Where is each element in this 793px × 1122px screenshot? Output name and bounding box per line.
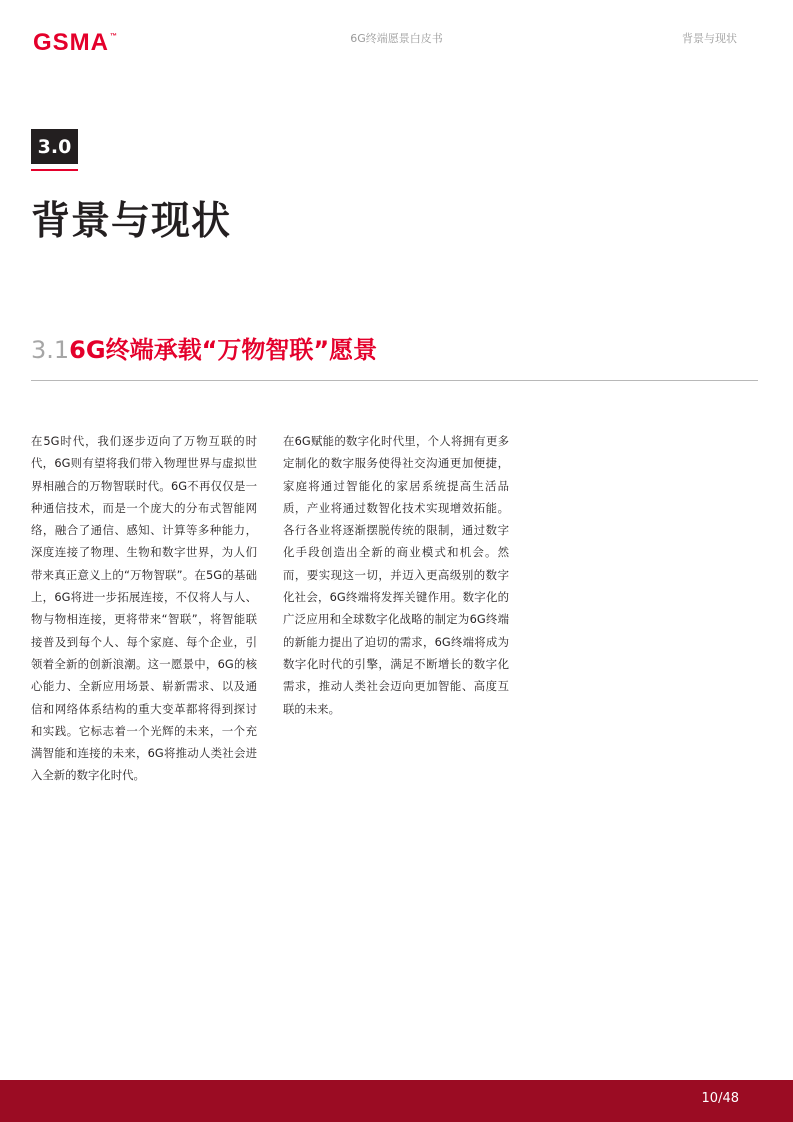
trademark-mark: ™ — [110, 33, 118, 40]
section-title: 6G终端承载“万物智联”愿景 — [69, 336, 378, 364]
body-column-left: 在5G时代，我们逐步迈向了万物互联的时代，6G则有望将我们带入物理世界与虚拟世界相融合的万物智联时代。6G不再仅仅是一种通信技术，而是一个庞大的分布式智能网络，融合了通信、感知、计算等多种能力，深度连接了物理、生物和数字世界，为人们带来真正意义上的“万物智联”。在5G的基础上，6G将进一步拓展连接，不仅将人与人、物与物相连接，更将带来“智联”，将智能联接普及到每个人、每个家庭、每个企业，引领着全新的创新浪潮。这一愿景中，6G的核心能力、全新应用场景、崭新需求、以及通信和网络体系结构的重大变革都将得到探讨和实践。它标志着一个光辉的未来，一个充满智能和连接的未来，6G将推动人类社会进入全新的数字化时代。 — [31, 434, 257, 783]
chapter-number-underline — [31, 169, 78, 171]
section-number: 3.1 — [31, 336, 70, 364]
section-heading — [31, 336, 377, 365]
page-number: 10/48 — [701, 1091, 739, 1106]
logo-text: GSMA — [33, 29, 109, 56]
body-column-right: 在6G赋能的数字化时代里，个人将拥有更多定制化的数字服务使得社交沟通更加便捷，家庭将通过智能化的家居系统提高生活品质，产业将通过数智化技术实现增效拓能。各行各业将逐渐摆脱传统的限制，通过数字化手段创造出全新的商业模式和机会。然而，要实现这一切，并迈入更高级别的数字化社会，6G终端将发挥关键作用。数字化的广泛应用和全球数字化战略的制定为6G终端的新能力提出了迫切的需求，6G终端将成为数字化时代的引擎，满足不断增长的数字化需求，推动人类社会迈向更加智能、高度互联的未来。 — [283, 434, 509, 716]
running-section-label: 背景与现状 — [682, 32, 737, 45]
chapter-number-badge: 3.0 — [31, 129, 78, 164]
chapter-title: 背景与现状 — [31, 199, 232, 244]
document-title: 6G终端愿景白皮书 — [350, 32, 443, 45]
footer-bar — [0, 1080, 793, 1122]
section-divider — [31, 380, 758, 381]
